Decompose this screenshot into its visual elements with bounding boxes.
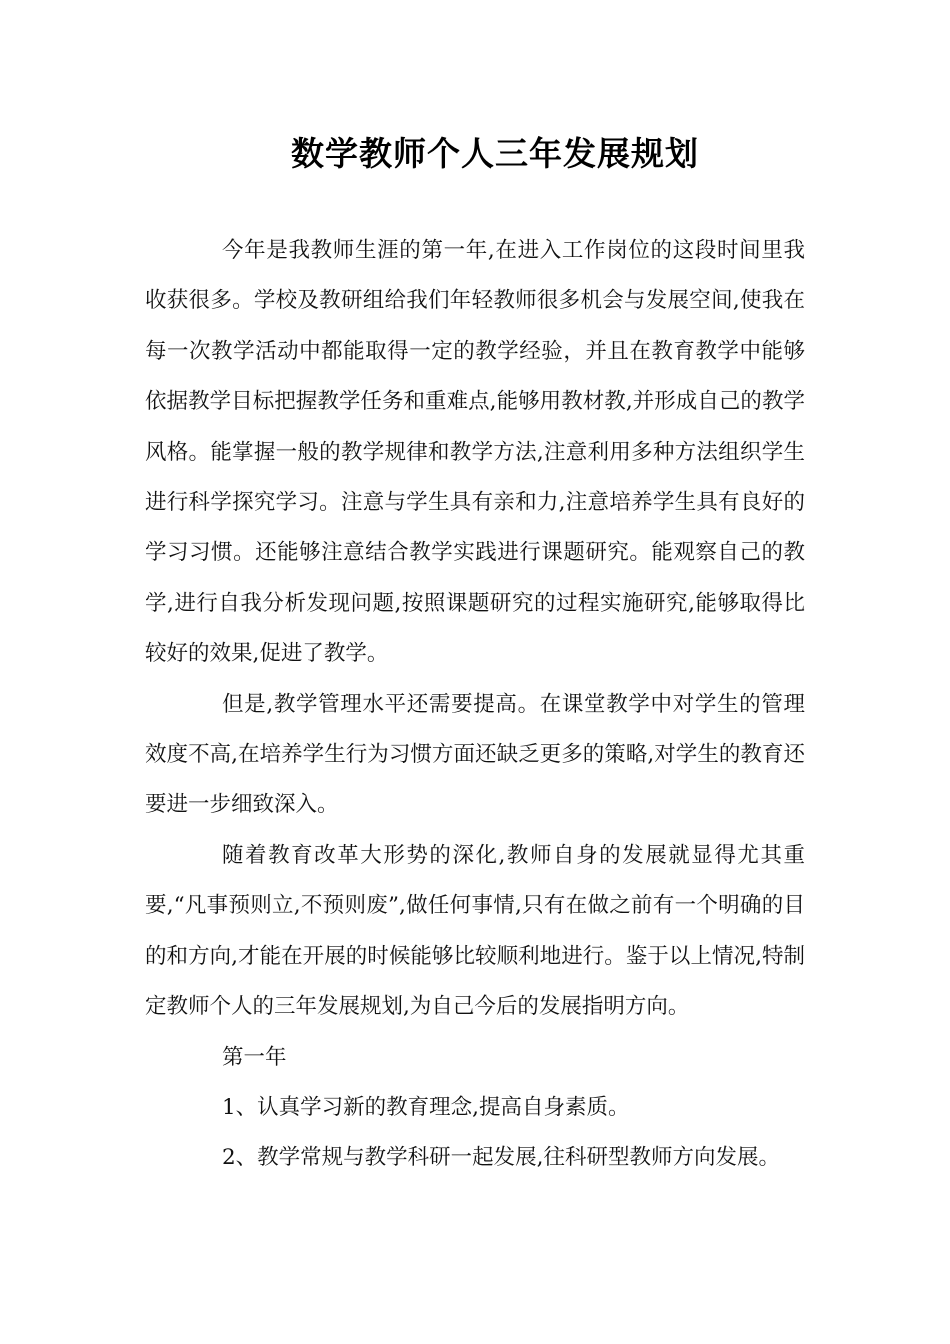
paragraph-reflection: 今年是我教师生涯的第一年,在进入工作岗位的这段时间里我收获很多。学校及教研组给我们年轻教师很多机会与发展空间,使我在每一次教学活动中都能取得一定的教学经验，并且在教育教学中能够依据教学目标把握教学任务和重难点,能够用教材教,并形成自己的教学风格。能掌握一般的教学规律和教学方法,注意利用多种方法组织学生进行科学探究学习。注意与学生具有亲和力,注意培养学生具有良好的学习习惯。还能够注意结合教学实践进行课题研究。能观察自己的教学,进行自我分析发现问题,按照课题研究的过程实施研究,能够取得比较好的效果,促进了教学。 — [145, 238, 805, 667]
document-body — [145, 226, 805, 1184]
list-item: 2、教学常规与教学科研一起发展,往科研型教师方向发展。 — [222, 1145, 781, 1171]
list-item: 1、认真学习新的教育理念,提高自身素质。 — [222, 1094, 630, 1120]
paragraph-shortcomings: 但是,教学管理水平还需要提高。在课堂教学中对学生的管理效度不高,在培养学生行为习惯方面还缺乏更多的策略,对学生的教育还要进一步细致深入。 — [145, 691, 805, 818]
document-title: 数学教师个人三年发展规划 — [291, 134, 699, 173]
paragraph-purpose: 随着教育改革大形势的深化,教师自身的发展就显得尤其重要,“凡事预则立,不预则废”,做任何事情,只有在做之前有一个明确的目的和方向,才能在开展的时候能够比较顺利地进行。鉴于以上情况,特制定教师个人的三年发展规划,为自己今后的发展指明方向。 — [145, 842, 805, 1020]
section-heading-first-year: 第一年 — [222, 1044, 287, 1070]
